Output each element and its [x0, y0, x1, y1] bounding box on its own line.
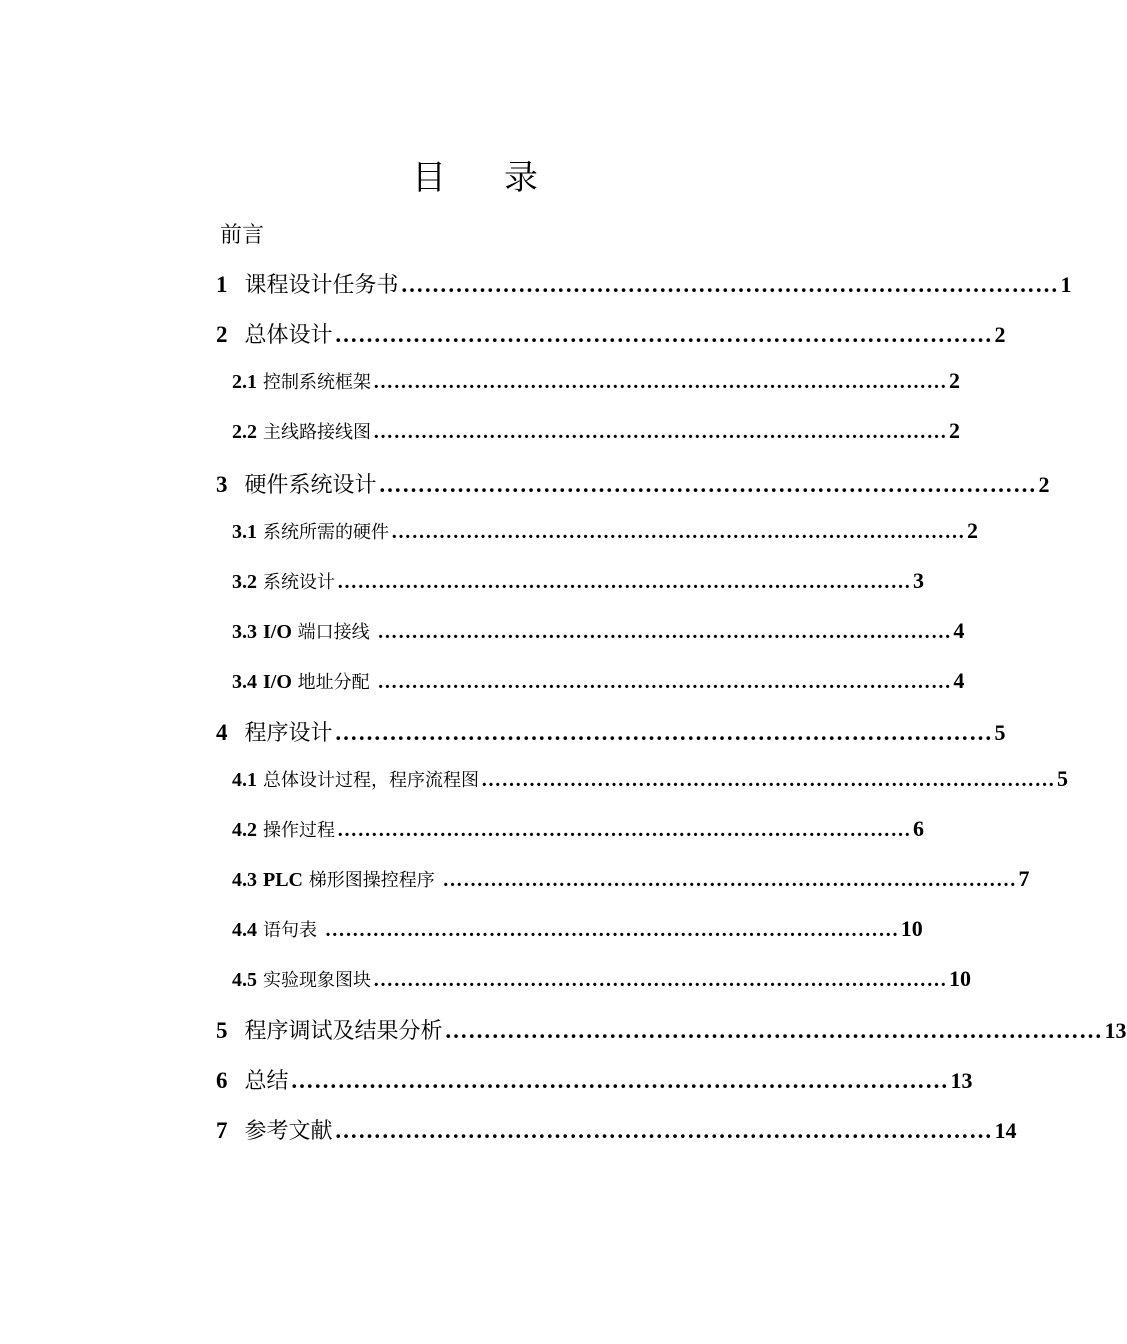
toc-entry-number: 4.2	[232, 819, 257, 841]
toc-entry[interactable]	[216, 1064, 973, 1095]
page-title-char: 录	[504, 158, 538, 198]
page-title-char: 目	[412, 158, 446, 198]
toc-entry[interactable]	[232, 568, 924, 594]
toc-entry-page: 2	[967, 518, 978, 543]
toc-entry-number: 4.4	[232, 919, 257, 941]
toc-entry-title-text: 控制系统框架	[263, 372, 371, 393]
toc-entry-number: 3.1	[232, 521, 257, 543]
toc-entry[interactable]	[216, 268, 1072, 299]
toc-leader-dots: …………………………………………………………………………	[334, 322, 993, 347]
toc-leader-dots: …………………………………………………………………………	[373, 969, 947, 991]
toc-entry-page: 7	[1018, 866, 1030, 891]
toc-entry-title	[263, 916, 323, 942]
toc-entry-title-text: 总结	[244, 1069, 289, 1094]
toc-entry-title	[263, 618, 375, 644]
toc-entry-number: 6	[216, 1068, 228, 1093]
toc-leader-dots: …………………………………………………………………………	[378, 472, 1037, 497]
toc-entry[interactable]	[216, 1014, 1127, 1045]
toc-leader-dots: …………………………………………………………………………	[290, 1068, 949, 1093]
toc-entry-page: 5	[1057, 766, 1068, 791]
toc-entry-page: 2	[1038, 472, 1050, 497]
toc-entry-number: 3.3	[232, 621, 257, 643]
toc-entry[interactable]	[232, 668, 965, 694]
toc-entry-page: 10	[900, 916, 923, 941]
toc-entry-title-text: 操作过程	[263, 820, 335, 841]
toc-entry-title	[263, 368, 371, 394]
toc-leader-dots: …………………………………………………………………………	[444, 1018, 1103, 1043]
toc-entry-page: 13	[1104, 1018, 1127, 1043]
toc-entry-title-text: 程序设计	[244, 721, 333, 746]
toc-entry[interactable]	[232, 618, 965, 644]
toc-entry-title-text: 梯形图操控程序	[303, 870, 441, 891]
toc-leader-dots: …………………………………………………………………………	[334, 1118, 993, 1143]
toc-entry-number: 4	[216, 720, 228, 745]
toc-entry-number: 1	[216, 272, 228, 297]
toc-entry-title-latin: I/O	[263, 671, 292, 693]
toc-entry-page: 5	[994, 720, 1006, 745]
toc-entry-page: 3	[913, 568, 924, 593]
toc-entry-title	[245, 268, 399, 299]
toc-entry-title	[263, 518, 389, 544]
toc-entry-title-latin: PLC	[263, 869, 303, 891]
toc-entry[interactable]	[232, 816, 924, 842]
toc-entry-number: 2.1	[232, 371, 257, 393]
toc-entry-title	[263, 568, 335, 594]
toc-entry-page: 10	[949, 966, 971, 991]
toc-entry-title-text: 系统设计	[263, 572, 335, 593]
toc-entry-title	[263, 816, 335, 842]
toc-entry-number: 2	[216, 322, 228, 347]
toc-entry-title	[245, 1114, 333, 1145]
toc-entry-number: 4.1	[232, 769, 257, 791]
toc-leader-dots: …………………………………………………………………………	[324, 919, 899, 941]
toc-entry-title-text: 主线路接线图	[263, 422, 371, 443]
toc-entry[interactable]	[216, 1114, 1017, 1145]
toc-leader-dots: …………………………………………………………………………	[400, 272, 1059, 297]
toc-entry-title-text: 总体设计	[244, 323, 333, 348]
toc-entry[interactable]	[232, 866, 1030, 892]
toc-entry-title-latin: I/O	[263, 621, 292, 643]
toc-entry-title-text: 总体设计过程，程序流程图	[263, 770, 479, 791]
toc-entry-title-text: 程序调试及结果分析	[244, 1019, 443, 1044]
preface-label: 前言	[220, 223, 265, 248]
toc-entry-page: 13	[950, 1068, 973, 1093]
toc-entry[interactable]	[216, 468, 1050, 499]
toc-entry-title	[263, 966, 371, 992]
toc-leader-dots: …………………………………………………………………………	[391, 521, 965, 543]
toc-entry-page: 6	[913, 816, 924, 841]
toc-entry[interactable]	[216, 318, 1006, 349]
toc-leader-dots: …………………………………………………………………………	[377, 621, 952, 643]
toc-entry-title	[245, 716, 333, 747]
toc-entry[interactable]	[232, 966, 971, 992]
toc-entry-number: 2.2	[232, 421, 257, 443]
toc-entry-title-text: 系统所需的硬件	[263, 522, 389, 543]
toc-entry-number: 3.2	[232, 571, 257, 593]
toc-entry[interactable]	[232, 368, 960, 394]
toc-entry[interactable]	[232, 916, 923, 942]
toc-entry-number: 4.3	[232, 869, 257, 891]
toc-entry-title-text: 硬件系统设计	[244, 473, 377, 498]
toc-entry-title	[245, 318, 333, 349]
toc-leader-dots: …………………………………………………………………………	[442, 869, 1017, 891]
toc-entry-title-text: 语句表	[263, 920, 323, 941]
toc-entry-page: 2	[949, 368, 960, 393]
toc-entry-page: 4	[953, 668, 965, 693]
toc-entry-title	[263, 866, 440, 892]
toc-leader-dots: …………………………………………………………………………	[377, 671, 952, 693]
toc-entry-title	[245, 1014, 443, 1045]
toc-entry-number: 4.5	[232, 969, 257, 991]
toc-entry-title-text: 端口接线	[291, 622, 376, 643]
toc-entry[interactable]	[232, 518, 978, 544]
toc-entry[interactable]	[216, 716, 1006, 747]
toc-entry-page: 2	[949, 418, 960, 443]
toc-entry-title	[263, 766, 479, 792]
toc-entry[interactable]	[232, 766, 1068, 792]
toc-leader-dots: …………………………………………………………………………	[337, 819, 911, 841]
toc-leader-dots: …………………………………………………………………………	[334, 720, 993, 745]
toc-entry-number: 3	[216, 472, 228, 497]
toc-leader-dots: …………………………………………………………………………	[337, 571, 911, 593]
toc-entry-title-text: 参考文献	[244, 1119, 333, 1144]
toc-entry-title-text: 地址分配	[291, 672, 376, 693]
toc-entry-title-text: 实验现象图块	[263, 970, 371, 991]
toc-entry-title	[245, 1064, 289, 1095]
toc-entry-title-text: 课程设计任务书	[244, 273, 399, 298]
toc-entry-number: 7	[216, 1118, 228, 1143]
toc-leader-dots: …………………………………………………………………………	[481, 769, 1055, 791]
toc-entry-page: 2	[994, 322, 1006, 347]
toc-entry-title	[263, 418, 371, 444]
toc-entry-number: 5	[216, 1018, 228, 1043]
toc-entry-title	[263, 668, 375, 694]
toc-leader-dots: …………………………………………………………………………	[373, 421, 947, 443]
toc-entry[interactable]	[232, 418, 960, 444]
toc-entry-page: 4	[953, 618, 965, 643]
toc-entry-page: 14	[994, 1118, 1017, 1143]
toc-leader-dots: …………………………………………………………………………	[373, 371, 947, 393]
toc-entry-title	[245, 468, 377, 499]
toc-entry-number: 3.4	[232, 671, 257, 693]
toc-entry-page: 1	[1060, 272, 1072, 297]
